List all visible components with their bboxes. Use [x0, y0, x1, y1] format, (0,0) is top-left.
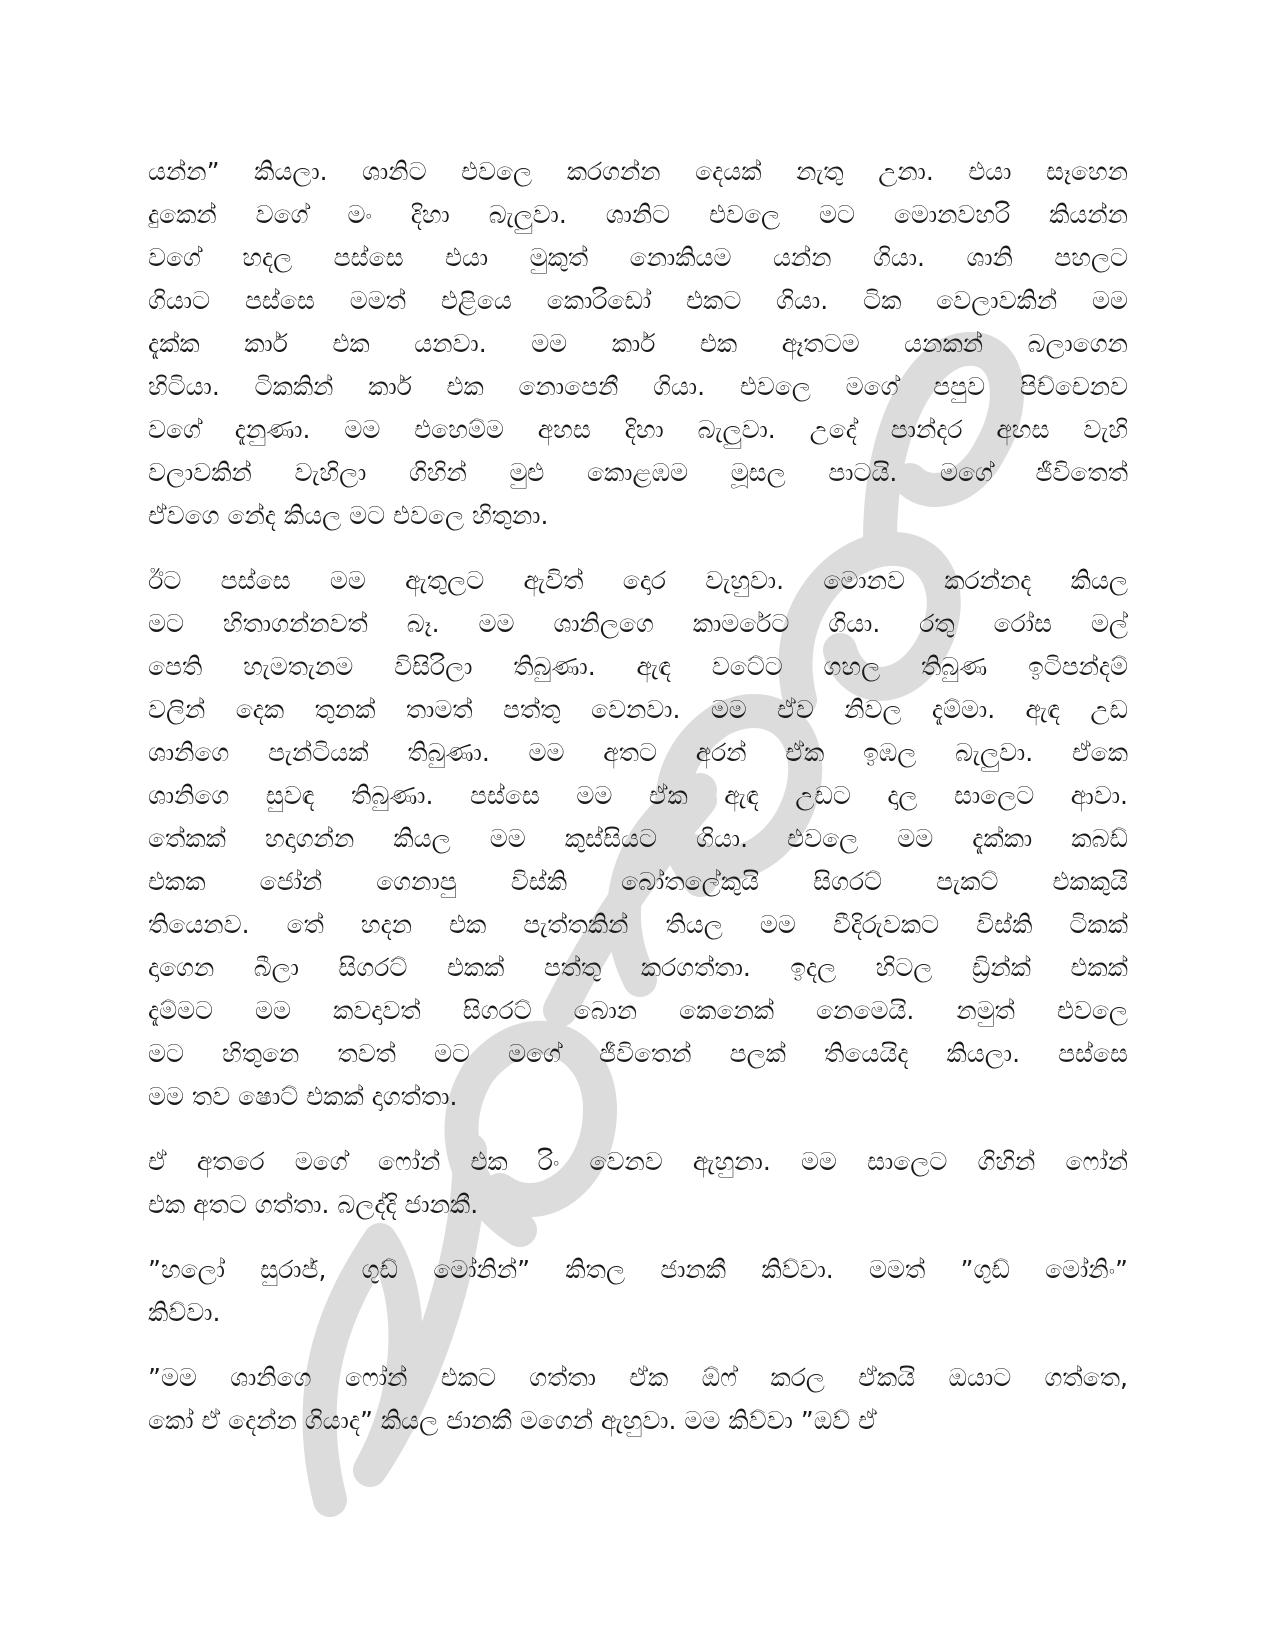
text-line: එකක ජෝන් ගෙනාපු විස්කි බෝතලේකුයි සිගරට් පැකට් එකකුයි — [148, 867, 1128, 896]
text-line: මට හිතාගන්නවත් බෑ. මම ශානිලගෙ කාමරේට ගියා. රතු රෝස මල් — [148, 609, 1128, 638]
text-line: වලාවකින් වැහිලා ගිහින් මුළු කොළඹම මූසල පාටයි. මගේ ජීවිතෙත් — [148, 458, 1128, 487]
text-line: වගේ හදල පස්සෙ එයා මුකුත් නොකියම යන්න ගියා. ශානි පහලට — [148, 243, 1128, 272]
text-line: වලින් දෙක තුනක් තාමත් පත්තු වෙනවා. මම ඒව නිවල දැම්මා. ඇඳ උඩ — [148, 695, 1128, 724]
text-line: ”මම ශානිගෙ ෆෝන් එකට ගත්තා ඒක ඕෆ් කරල ඒකයි ඔයාට ගත්තෙ, — [148, 1363, 1128, 1392]
paragraph — [148, 1248, 1128, 1334]
text-line: මට හිතුනෙ තවත් මට මගේ ජීවිතෙන් පලක් තියෙයිද කියලා. පස්සෙ — [148, 1039, 1128, 1068]
text-line: දුකෙන් වගේ මං දිහා බැලුවා. ශානිට එවලෙ මට මොනවහරි කියන්න — [148, 200, 1128, 229]
text-line: දැක්ක කාර් එක යනවා. මම කාර් එක ඈතටම යනකන් බලාගෙන — [148, 329, 1128, 358]
text-line: ඒ අතරෙ මගේ ෆෝන් එක රිං වෙනව ඇහුනා. මම සාලෙට ගිහින් ෆෝන් — [148, 1147, 1128, 1176]
text-line: වගේ දැනුණා. මම එහෙම්ම අහස දිහා බැලුවා. උදේ පාන්දර අහස වැහි — [148, 415, 1128, 444]
text-line: ශානිගෙ පැන්ටියක් තිබුණා. මම අතට අරන් ඒක ඉඹල බැලුවා. ඒකෙ — [148, 738, 1128, 767]
paragraph — [148, 559, 1128, 1118]
paragraph — [148, 1356, 1128, 1442]
text-line: ගියාට පස්සෙ මමත් එළියෙ කොරිඩෝ එකට ගියා. ටික වෙලාවකින් මම — [148, 286, 1128, 315]
text-line: දැම්මට මම කවදාවත් සිගරට් බොන කෙනෙක් නෙමෙයි. නමුත් එවලෙ — [148, 996, 1128, 1025]
paragraph — [148, 1140, 1128, 1226]
text-line: එක අතට ගත්තා. බලද්දි ජානකී. — [148, 1190, 479, 1219]
text-line: පෙති හැමතැනම විසිරිලා තිබුණා. ඇඳ වටේට ගහල තිබුණ ඉටිපන්දම් — [148, 652, 1128, 681]
paragraph — [148, 150, 1128, 537]
document-body — [148, 150, 1128, 1464]
text-line: දාගෙන බීලා සිගරට් එකක් පත්තු කරගත්තා. ඉදල හිටල ඩ්‍රින්ක් එකක් — [148, 953, 1128, 982]
text-line: ඒවගෙ නේද කියල මට එවලෙ හිතුනා. — [148, 501, 549, 530]
text-line: තියෙනව. තේ හදන එක පැත්තකින් තියල මම වීදිරුවකට විස්කි ටිකක් — [148, 910, 1128, 939]
text-line: කෝ ඒ දෙන්න ගියාද” කියල ජානකී මගෙන් ඇහුවා. මම කිව්වා ”ඔව් ඒ — [148, 1406, 877, 1435]
text-line: තේකක් හදාගන්න කියල මම කුස්සියට ගියා. එවලෙ මම දැක්කා කබඩ් — [148, 824, 1128, 853]
text-line: ඊට පස්සෙ මම ඇතුලට ඇවිත් දොර වැහුවා. මොනව කරන්නද කියල — [148, 566, 1128, 595]
text-line: යන්න” කියලා. ශානිට එවලෙ කරගන්න දෙයක් නැතු උනා. එයා සෑහෙන — [148, 157, 1128, 186]
text-line: මම තව ෂොට් එකක් දාගත්තා. — [148, 1082, 458, 1111]
text-line: ශානිගෙ සුවඳ තිබුණා. පස්සෙ මම ඒක ඇඳ උඩට දාල සාලෙට ආවා. — [148, 781, 1128, 810]
text-line: හිටියා. ටිකකින් කාර් එක නොපෙනී ගියා. එවලෙ මගේ පපුව පිච්චෙනව — [148, 372, 1128, 401]
text-line: කිව්වා. — [148, 1298, 221, 1327]
text-line: ”හලෝ සුරාජ්, ගුඩ් මෝනින්” කිතල ජානකී කිව්වා. මමත් ”ගුඩ් මෝනිං” — [148, 1255, 1128, 1284]
